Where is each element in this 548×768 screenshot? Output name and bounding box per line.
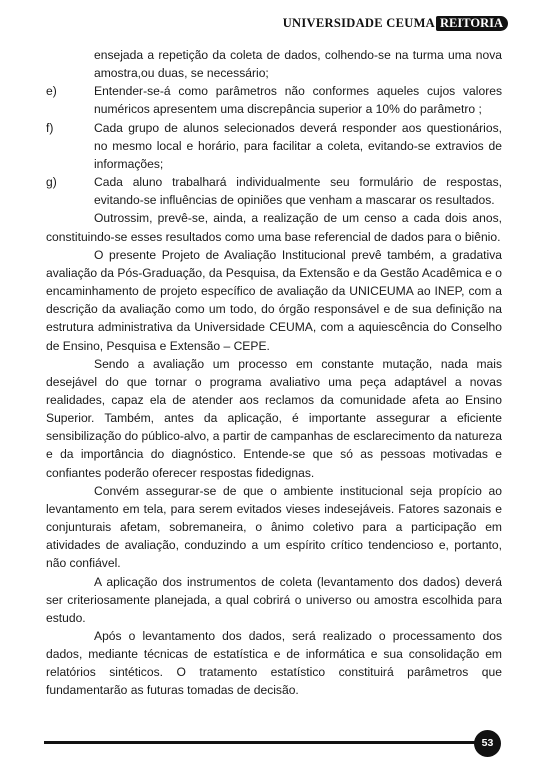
list-item-letter: e) bbox=[46, 84, 57, 99]
paragraph-processamento: Após o levantamento dos dados, será realizado o processamento dos dados, mediante técnicas de estatística e de informática e sua consolidação em relatórios sintéticos. O tratamento estatístico constituirá parâmetros que fundamentarão as futuras tomadas de decisão. bbox=[46, 629, 502, 698]
paragraph-projeto: O presente Projeto de Avaliação Institucional prevê também, a gradativa avaliação da Pós-Graduação, da Pesquisa, da Extensão e da Gestão Acadêmica e o encaminhamento de projeto específico de avaliação da UNICEUMA ao INEP, com a descrição da avaliação como um todo, do órgão responsável e de sua definição na estrutura administrativa da Universidade CEUMA, com a aquiescência do Conselho de Ensino, Pesquisa e Extensão – CEPE. bbox=[46, 247, 502, 353]
list-item-g bbox=[46, 173, 502, 209]
list-item-letter: f) bbox=[46, 120, 54, 135]
list-item-text: Cada aluno trabalhará individualmente seu formulário de respostas, evitando-se influências de opiniões que venham a mascarar os resultados. bbox=[94, 175, 502, 208]
list-item-text: Cada grupo de alunos selecionados deverá responder aos questionários, no mesmo local e horário, para facilitar a coleta, evitando-se extravios de informações; bbox=[94, 120, 502, 171]
list-item-f bbox=[46, 119, 502, 173]
footer-rule bbox=[44, 741, 482, 744]
running-header bbox=[283, 14, 508, 32]
list-item-letter: g) bbox=[46, 175, 57, 190]
list-item-text: Entender-se-á como parâmetros não conformes aqueles cujos valores numéricos apresentem uma discrepância superior a 10% do parâmetro ; bbox=[94, 84, 502, 117]
paragraph-aplicacao: A aplicação dos instrumentos de coleta (levantamento dos dados) deverá ser criteriosamente planejada, a qual cobrirá o universo ou amostra escolhida para estudo. bbox=[46, 574, 502, 625]
page-number-badge: 53 bbox=[474, 730, 501, 757]
paragraph-censo: Outrossim, prevê-se, ainda, a realização de um censo a cada dois anos, constituindo-se esses resultados como uma base referencial de dados para o biênio. bbox=[46, 211, 502, 244]
header-section-badge: REITORIA bbox=[436, 16, 508, 31]
list-item-e bbox=[46, 82, 502, 118]
paragraph-ambiente: Convém assegurar-se de que o ambiente institucional seja propício ao levantamento em tela, para serem evitados vieses indesejáveis. Fatores sazonais e conjunturais afetam, sobremaneira, o ânimo coletivo para a participação em atividades de avaliação, conduzindo a um espírito crítico tendencioso e, portanto, não confiável. bbox=[46, 483, 502, 571]
header-institution: UNIVERSIDADE CEUMA bbox=[282, 15, 436, 30]
continued-item-text: ensejada a repetição da coleta de dados, colhendo-se na turma uma nova amostra,ou duas, se necessário; bbox=[94, 48, 502, 81]
page-body bbox=[46, 46, 502, 700]
paragraph-mutacao: Sendo a avaliação um processo em constante mutação, nada mais desejável do que tornar o programa avaliativo uma peça adaptável a novas realidades, capaz ela de atender aos reclamos da comunidade afeta ao Ensino Superior. Também, antes da aplicação, é importante assegurar a eficiente sensibilização do público-alvo, a partir de campanhas de esclarecimento da natureza e da importância do diagnóstico. Entende-se que só as pessoas motivadas e confiantes poderão oferecer respostas fidedignas. bbox=[46, 356, 502, 480]
